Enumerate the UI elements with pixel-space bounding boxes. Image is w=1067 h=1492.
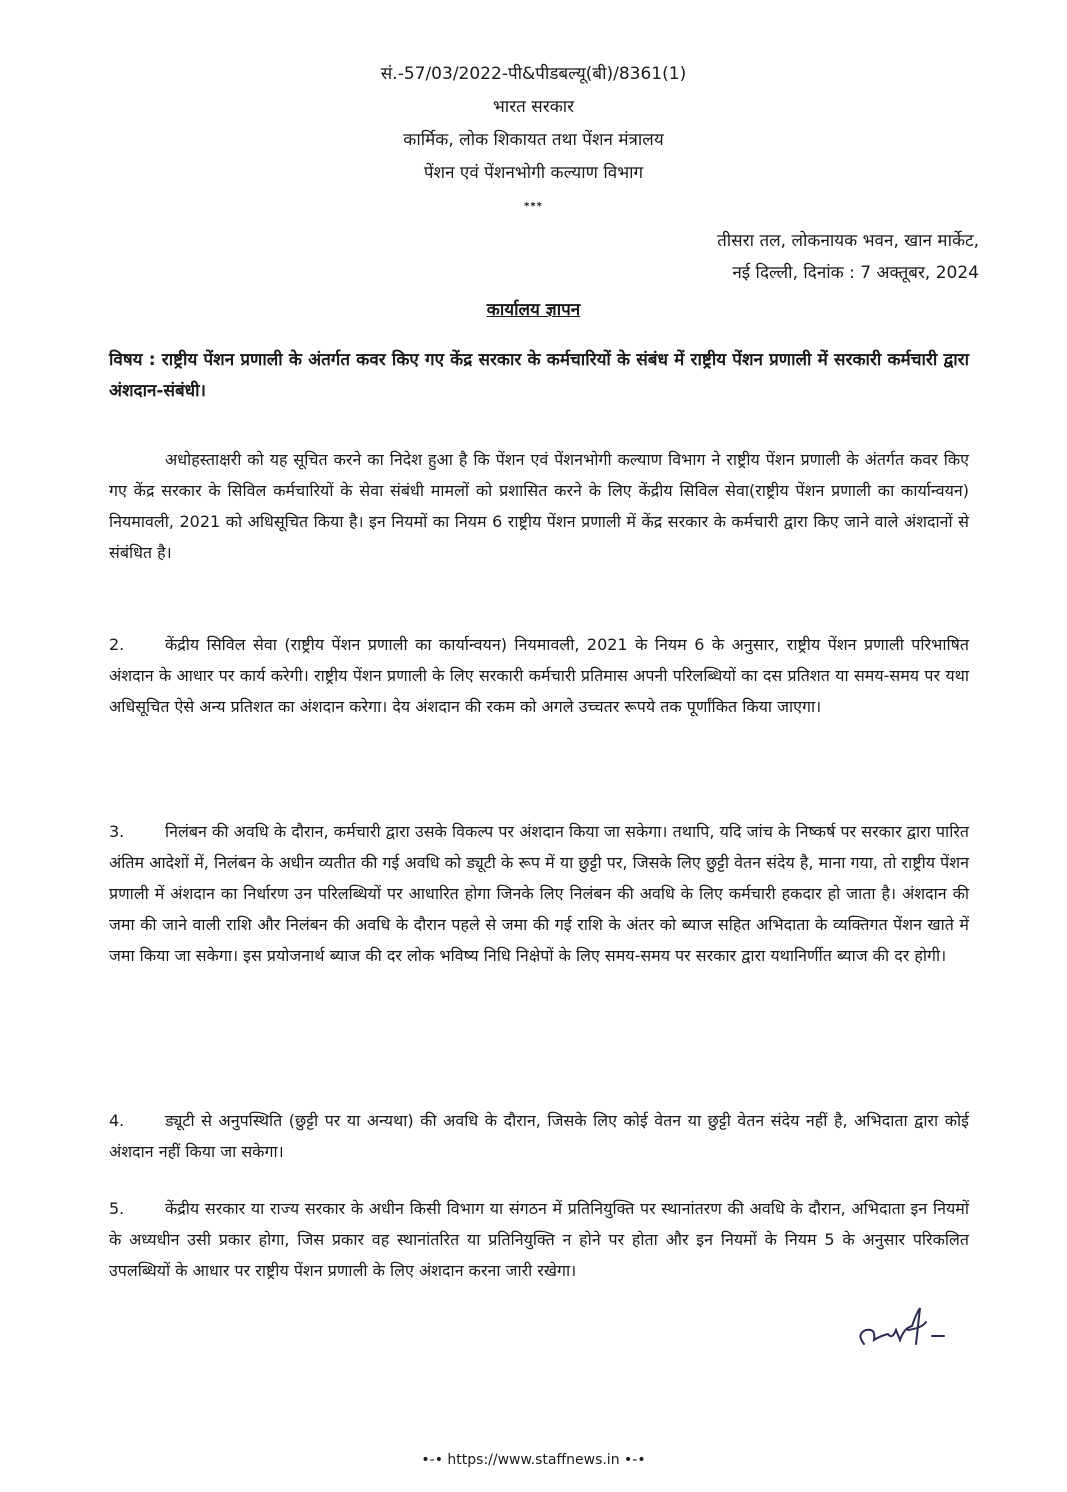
paragraph-3 [109, 816, 969, 971]
paragraph-text: निलंबन की अवधि के दौरान, कर्मचारी द्वारा उसके विकल्प पर अंशदान किया जा सकेगा। तथापि, यदि जांच के निष्कर्ष पर सरकार द्वारा पारित अंतिम आदेशों में, निलंबन के अधीन व्यतीत की गई अवधि को ड्यूटी के रूप में या छुट्टी पर, जिसके लिए छुट्टी वेतन संदेय है, माना गया, तो राष्ट्रीय पेंशन प्रणाली में अंशदान का निर्धारण उन परिलब्धियों पर आधारित होगा जिनके लिए निलंबन की अवधि के लिए कर्मचारी हकदार हो जाता है। अंशदान की जमा की जाने वाली राशि और निलंबन की अवधि के दौरान पहले से जमा की गई राशि के अंतर को ब्याज सहित अभिदाता के व्यक्तिगत पेंशन खाते में जमा किया जा सकेगा। इस प्रयोजनार्थ ब्याज की दर लोक भविष्य निधि निक्षेपों के लिए समय-समय पर सरकार द्वारा यथानिर्णीत ब्याज की दर होगी। [109, 822, 969, 965]
separator-stars: *** [524, 201, 543, 212]
paragraph-text: केंद्रीय सिविल सेवा (राष्ट्रीय पेंशन प्रणाली का कार्यान्वयन) नियमावली, 2021 के नियम 6 के अनुसार, राष्ट्रीय पेंशन प्रणाली परिभाषित अंशदान के आधार पर कार्य करेगी। राष्ट्रीय पेंशन प्रणाली के लिए सरकारी कर्मचारी प्रतिमास अपनी परिलब्धियों का दस प्रतिशत या समय-समय पर यथा अधिसूचित ऐसे अन्य प्रतिशत का अंशदान करेगा। देय अंशदान की रकम को अगले उच्चतर रूपये तक पूर्णांकित किया जाएगा। [109, 635, 969, 716]
footer-website: •-• https://www.staffnews.in •-• [421, 1452, 646, 1468]
document-title: कार्यालय ज्ञापन [486, 300, 581, 320]
reference-number: सं.-57/03/2022-पी&पीडबल्यू(बी)/8361(1) [380, 64, 687, 84]
department-name: पेंशन एवं पेंशनभोगी कल्याण विभाग [423, 163, 644, 183]
address-line-1: तीसरा तल, लोकनायक भवन, खान मार्केट, [717, 231, 979, 251]
paragraph-number: 4. [109, 1111, 125, 1130]
paragraph-2 [109, 629, 969, 722]
paragraph-5 [109, 1193, 969, 1286]
address-date-line: नई दिल्ली, दिनांक : 7 अक्तूबर, 2024 [732, 263, 979, 283]
paragraph-4 [109, 1105, 969, 1167]
paragraph-number: 3. [109, 822, 125, 841]
subject-line: विषय : राष्ट्रीय पेंशन प्रणाली के अंतर्गत कवर किए गए केंद्र सरकार के कर्मचारियों के संबंध में राष्ट्रीय पेंशन प्रणाली में सरकारी कर्मचारी द्वारा अंशदान-संबंधी। [109, 350, 969, 401]
ministry-name: कार्मिक, लोक शिकायत तथा पेंशन मंत्रालय [403, 130, 664, 150]
paragraph-text: केंद्रीय सरकार या राज्य सरकार के अधीन किसी विभाग या संगठन में प्रतिनियुक्ति पर स्थानांतरण की अवधि के दौरान, अभिदाता इन नियमों के अध्यधीन उसी प्रकार होगा, जिस प्रकार वह स्थानांतरित या प्रतिनियुक्ति न होने पर होता और इन नियमों के नियम 5 के अनुसार परिकलित उपलब्धियों के आधार पर राष्ट्रीय पेंशन प्रणाली के लिए अंशदान करना जारी रखेगा। [109, 1199, 969, 1280]
paragraph-number: 2. [109, 635, 125, 654]
paragraph-number: 5. [109, 1199, 125, 1218]
intro-paragraph: अधोहस्ताक्षरी को यह सूचित करने का निदेश हुआ है कि पेंशन एवं पेंशनभोगी कल्याण विभाग ने राष्ट्रीय पेंशन प्रणाली के अंतर्गत कवर किए गए केंद्र सरकार के सिविल कर्मचारियों के सेवा संबंधी मामलों को प्रशासित करने के लिए केंद्रीय सिविल सेवा(राष्ट्रीय पेंशन प्रणाली का कार्यान्वयन) नियमावली, 2021 को अधिसूचित किया है। इन नियमों का नियम 6 राष्ट्रीय पेंशन प्रणाली में केंद्र सरकार के कर्मचारी द्वारा किए जाने वाले अंशदानों से संबंधित है। [109, 450, 969, 562]
handwritten-continued-mark [846, 1300, 966, 1360]
government-name: भारत सरकार [492, 97, 575, 117]
paragraph-text: ड्यूटी से अनुपस्थिति (छुट्टी पर या अन्यथा) की अवधि के दौरान, जिसके लिए कोई वेतन या छुट्टी वेतन संदेय नहीं है, अभिदाता द्वारा कोई अंशदान नहीं किया जा सकेगा। [109, 1111, 969, 1161]
